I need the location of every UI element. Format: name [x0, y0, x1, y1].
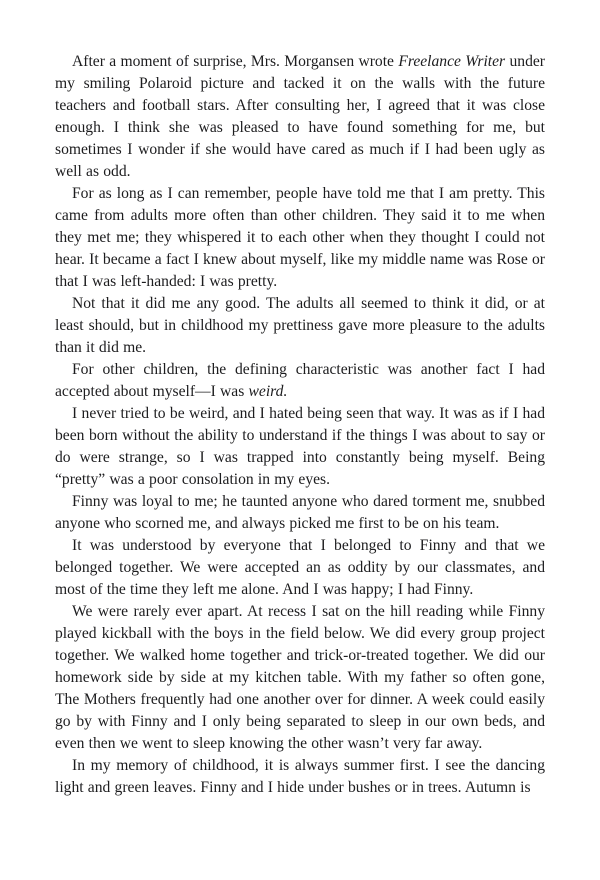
- paragraph-text: For other children, the defining characteristic was another fact I had accepted about myself—I was: [55, 361, 545, 400]
- paragraph: [55, 755, 545, 799]
- paragraph: [55, 601, 545, 755]
- page-text-body: [55, 51, 545, 799]
- paragraph: [55, 293, 545, 359]
- paragraph: [55, 359, 545, 403]
- paragraph-text: We were rarely ever apart. At recess I sat on the hill reading while Finny played kickball with the boys in the field below. We did every group project together. We walked home together and trick-or-treated together. We did our homework side by side at my kitchen table. With my father so often gone, The Mothers frequently had one another over for dinner. A week could easily go by with Finny and I only being separated to sleep in our own beds, and even then we went to sleep knowing the other wasn’t very far away.: [55, 603, 545, 752]
- italic-text: Freelance Writer: [398, 53, 506, 70]
- paragraph: [55, 51, 545, 183]
- paragraph-text: I never tried to be weird, and I hated being seen that way. It was as if I had been born without the ability to understand if the things I was about to say or do were strange, so I was trapped into constantly being myself. Being “pretty” was a poor consolation in my eyes.: [55, 405, 545, 488]
- paragraph-text: For as long as I can remember, people have told me that I am pretty. This came from adults more often than other children. They said it to me when they met me; they whispered it to each other when they thought I could not hear. It became a fact I knew about myself, like my middle name was Rose or that I was left-handed: I was pretty.: [55, 185, 545, 290]
- paragraph-text: under my smiling Polaroid picture and tacked it on the walls with the future teachers and football stars. After consulting her, I agreed that it was close enough. I think she was pleased to have found something for me, but sometimes I wonder if she would have cared as much if I had been ugly as well as odd.: [55, 53, 545, 180]
- paragraph: [55, 183, 545, 293]
- paragraph-text: After a moment of surprise, Mrs. Morgansen wrote: [72, 53, 399, 70]
- paragraph-text: Finny was loyal to me; he taunted anyone who dared torment me, snubbed anyone who scorned me, and always picked me first to be on his team.: [55, 493, 545, 532]
- paragraph: [55, 403, 545, 491]
- paragraph-text: It was understood by everyone that I belonged to Finny and that we belonged together. We were accepted an as oddity by our classmates, and most of the time they left me alone. And I was happy; I had Finny.: [55, 537, 545, 598]
- italic-text: weird.: [248, 383, 288, 400]
- paragraph-text: In my memory of childhood, it is always summer first. I see the dancing light and green leaves. Finny and I hide under bushes or in trees. Autumn is: [55, 757, 545, 796]
- paragraph: [55, 535, 545, 601]
- paragraph-text: Not that it did me any good. The adults all seemed to think it did, or at least should, but in childhood my prettiness gave more pleasure to the adults than it did me.: [55, 295, 545, 356]
- paragraph: [55, 491, 545, 535]
